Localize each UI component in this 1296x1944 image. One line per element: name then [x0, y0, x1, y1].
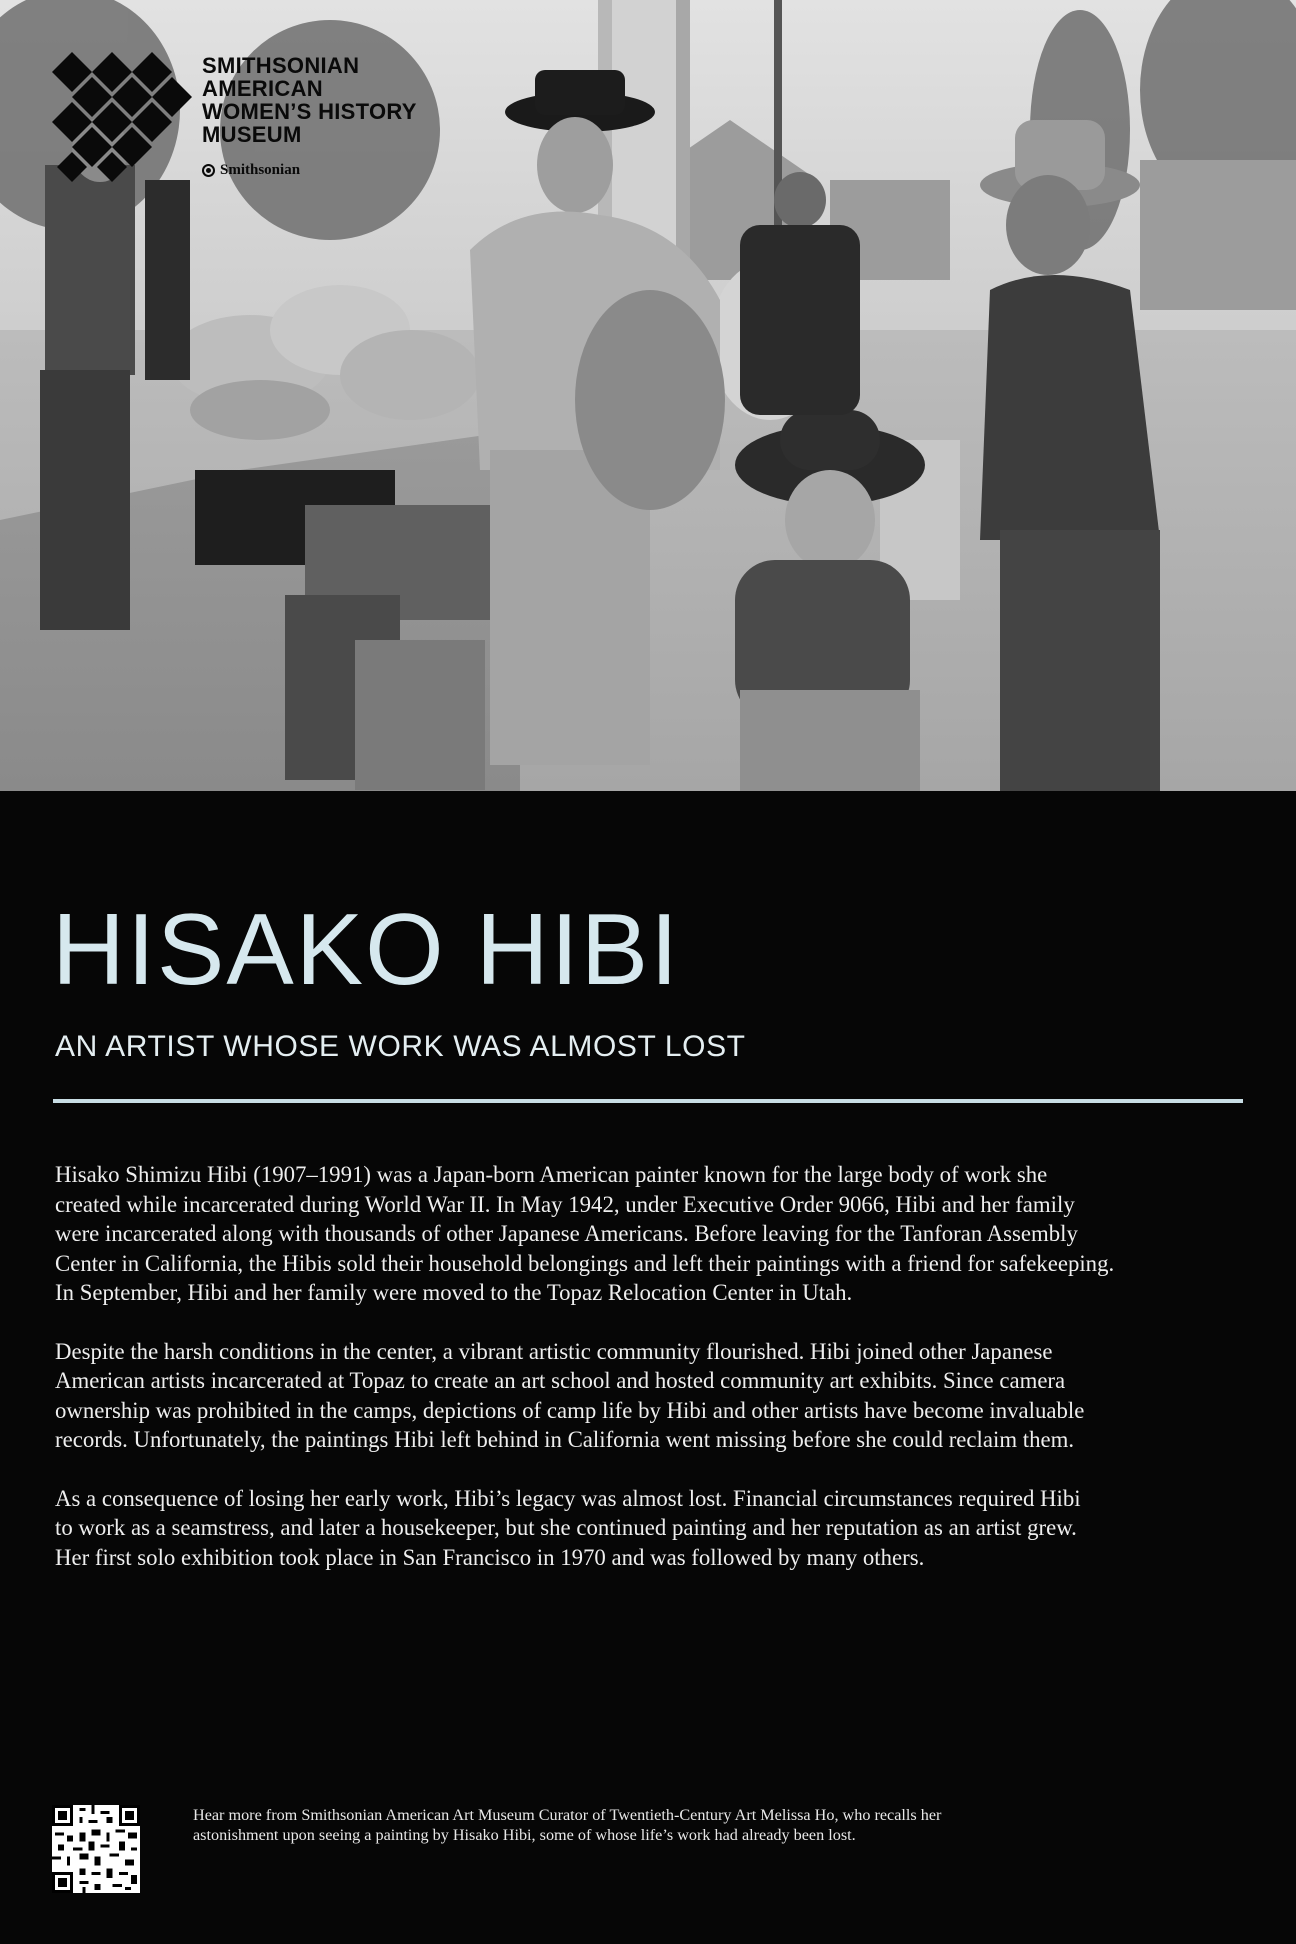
page-title: HISAKO HIBI	[52, 894, 681, 1006]
paragraph-line: As a consequence of losing her early work, Hibi’s legacy was almost lost. Financial circumstances required Hibi	[55, 1485, 1081, 1511]
smithsonian-label: Smithsonian	[220, 162, 301, 178]
paragraph-2	[55, 1337, 1255, 1455]
paragraph-line: to work as a seamstress, and later a housekeeper, but she continued painting and her reputation as an artist grew.	[55, 1515, 1077, 1540]
divider	[53, 1099, 1243, 1103]
paragraph-3	[55, 1484, 1255, 1573]
qr-code-icon[interactable]	[52, 1805, 140, 1893]
paragraph-line: Despite the harsh conditions in the center, a vibrant artistic community flourished. Hibi joined other Japanese	[55, 1338, 1053, 1364]
body-text	[55, 1160, 1255, 1601]
museum-logo-mark-icon	[52, 52, 192, 182]
paragraph-line: Hisako Shimizu Hibi (1907–1991) was a Japan-born American painter known for the large body of work she	[55, 1162, 1048, 1187]
paragraph-line: created while incarcerated during World War II. In May 1942, under Executive Order 9066, Hibi and her family	[55, 1191, 1075, 1217]
page-subtitle: AN ARTIST WHOSE WORK WAS ALMOST LOST	[55, 1030, 746, 1063]
footer-note	[193, 1805, 1193, 1845]
paragraph-line: records. Unfortunately, the paintings Hibi left behind in California went missing before she could reclaim them.	[55, 1427, 1075, 1452]
museum-logo	[52, 52, 472, 187]
paragraph-line: ownership was prohibited in the camps, depictions of camp life by Hibi and other artists have become invaluable	[55, 1397, 1085, 1423]
logo-line-1: SMITHSONIAN	[202, 53, 360, 78]
logo-line-2: AMERICAN	[202, 76, 323, 101]
smithsonian-wordmark	[202, 162, 300, 179]
paragraph-line: were incarcerated along with thousands of other Japanese Americans. Before leaving for the Tanforan Assembly	[55, 1221, 1078, 1246]
paragraph-line: In September, Hibi and her family were moved to the Topaz Relocation Center in Utah.	[55, 1280, 853, 1305]
paragraph-line: Her first solo exhibition took place in San Francisco in 1970 and was followed by many others.	[55, 1544, 925, 1570]
smithsonian-sun-icon	[202, 164, 215, 177]
paragraph-line: American artists incarcerated at Topaz to create an art school and hosted community art exhibits. Since camera	[55, 1368, 1066, 1393]
paragraph-1	[55, 1160, 1255, 1308]
historical-photo	[0, 0, 1296, 791]
footer-line: astonishment upon seeing a painting by Hisako Hibi, some of whose life’s work had already been lost.	[193, 1826, 856, 1844]
footer-line: Hear more from Smithsonian American Art Museum Curator of Twentieth-Century Art Melissa Ho, who recalls her	[193, 1806, 942, 1824]
paragraph-line: Center in California, the Hibis sold their household belongings and left their paintings with a friend for safekeeping.	[55, 1250, 1115, 1276]
museum-name	[202, 54, 417, 146]
logo-line-3: WOMEN’S HISTORY	[202, 99, 417, 124]
logo-line-4: MUSEUM	[202, 122, 302, 147]
